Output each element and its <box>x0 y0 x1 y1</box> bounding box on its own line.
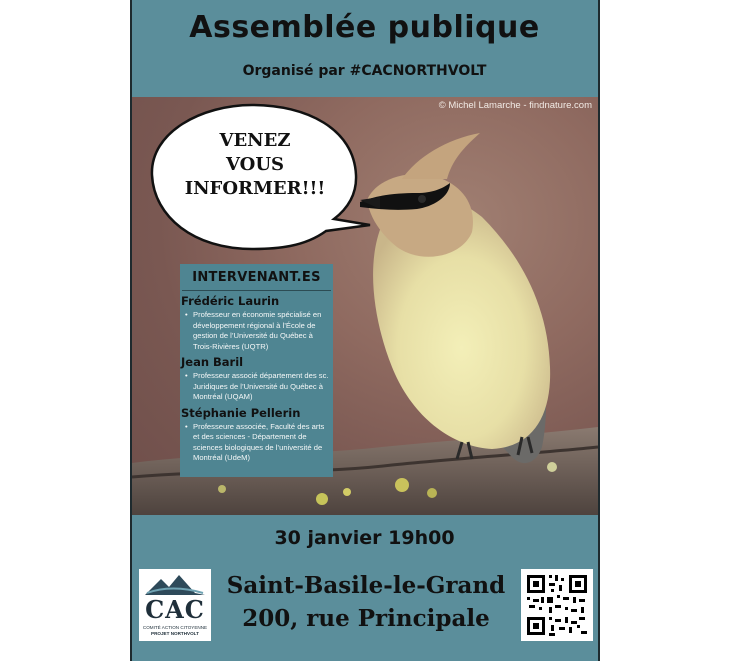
event-city: Saint-Basile-le-Grand <box>226 572 506 599</box>
speaker-description: • Professeur en économie spécialisé en développement régional à l’École de gestion de l’Université du Québec à Trois-Rivières (UQTR) <box>193 310 331 352</box>
bubble-line: VOUS <box>225 154 285 175</box>
speaker-name: Jean Baril <box>181 355 244 369</box>
qr-code <box>521 569 593 641</box>
speaker-name: Stéphanie Pellerin <box>181 405 301 420</box>
speaker-name: Frédéric Laurin <box>181 294 280 308</box>
poster-right-border <box>598 0 600 661</box>
event-street: 200, rue Principale <box>242 605 490 632</box>
speakers-panel-title: INTERVENANT.ES <box>192 270 321 285</box>
logo-subtitle: COMITÉ ACTION CITOYENNE <box>142 625 208 630</box>
divider <box>182 290 331 291</box>
poster-title: Assemblée publique <box>189 10 540 45</box>
poster-subtitle: Organisé par #CACNORTHVOLT <box>242 63 487 79</box>
logo-text: CAC <box>145 595 205 624</box>
bubble-line: VENEZ <box>219 130 291 151</box>
cac-logo <box>139 569 211 641</box>
event-date: 30 janvier 19h00 <box>274 527 455 549</box>
speaker-description: • Professeure associée, Faculté des arts et des sciences - Département de sciences biologiques de l’université de Montréal (UdeM) <box>193 422 331 464</box>
speakers-panel <box>180 264 333 477</box>
photo-credit: © Michel Lamarche - findnature.com <box>438 100 592 111</box>
bubble-text <box>150 129 360 201</box>
speaker-description: • Professeur associé département des sc. Juridiques de l’Université du Québec à Montréal (UQAM) <box>193 371 331 403</box>
bird-photo <box>132 97 598 515</box>
logo-subtitle: PROJET NORTHVOLT <box>151 631 199 636</box>
qr-code-icon <box>521 569 593 641</box>
bubble-line: INFORMER!!! <box>184 178 326 199</box>
